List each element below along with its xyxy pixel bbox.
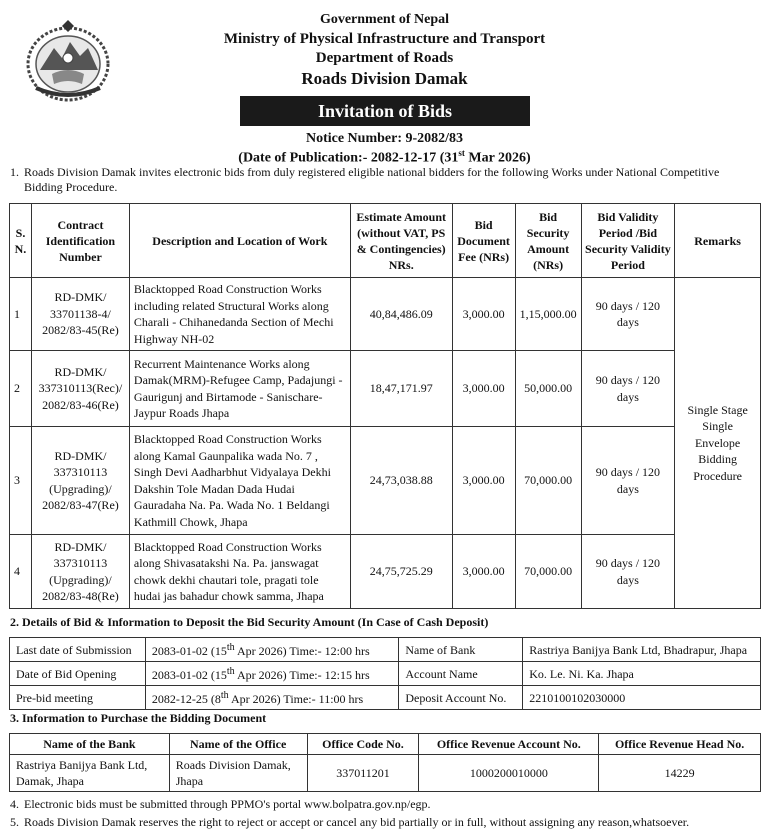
ministry-title: Ministry of Physical Infrastructure and Transport <box>223 31 546 47</box>
table-row <box>10 351 761 427</box>
row-security: 50,000.00 <box>515 351 581 427</box>
col-header-estimate: Estimate Amount (without VAT, PS & Contingencies) NRs. <box>350 204 452 278</box>
purchase-office: Roads Division Damak, Jhapa <box>169 755 307 792</box>
remarks-cell: Single Stage Single Envelope Bidding Procedure <box>675 278 761 609</box>
table-row <box>10 535 761 609</box>
division-title: Roads Division Damak <box>301 69 468 88</box>
row-security: 70,000.00 <box>515 427 581 535</box>
row-description: Recurrent Maintenance Works along Damak(MRM)-Refugee Camp, Padajungi - Gaurigunj and Birtamode - Sanischare-Jaypur Roads Jhapa <box>129 351 350 427</box>
purchase-head: 14229 <box>599 755 761 792</box>
note-4-text: Electronic bids must be submitted through PPMO's portal www.bolpatra.gov.np/egp. <box>24 797 431 811</box>
table-row <box>10 278 761 351</box>
row-estimate: 40,84,486.09 <box>350 278 452 351</box>
invitation-banner: Invitation of Bids <box>240 96 530 126</box>
government-title: Government of Nepal <box>319 12 450 27</box>
row-validity: 90 days / 120 days <box>581 351 675 427</box>
bank-label: Account Name <box>399 662 523 686</box>
row-fee: 3,000.00 <box>452 427 515 535</box>
note-5: 5. Roads Division Damak reserves the right to reject or accept or cancel any bid partially or in full, without assigning any reason,whatsoever. <box>10 815 690 829</box>
purchase-code: 337011201 <box>307 755 419 792</box>
row-estimate: 24,73,038.88 <box>350 427 452 535</box>
col-header-security: Bid Security Amount (NRs) <box>515 204 581 278</box>
note-4: 4. Electronic bids must be submitted through PPMO's portal www.bolpatra.gov.np/egp. <box>10 797 431 811</box>
bid-details-table <box>9 637 761 710</box>
section2-title: 2. Details of Bid & Information to Deposit the Bid Security Amount (In Case of Cash Deposit) <box>10 615 489 629</box>
row-description: Blacktopped Road Construction Works including related Structural Works along Charali - Chihanedanda Section of Mechi Highway NH-02 <box>129 278 350 351</box>
department-title: Department of Roads <box>315 50 454 66</box>
pub-date-suffix: Mar 2026) <box>464 150 531 166</box>
purchase-account: 1000200010000 <box>419 755 599 792</box>
works-table <box>9 203 761 609</box>
col-header-description: Description and Location of Work <box>129 204 350 278</box>
row-security: 70,000.00 <box>515 535 581 609</box>
bank-label: Name of Bank <box>399 638 523 662</box>
col-header-contract: Contract Identification Number <box>31 204 129 278</box>
purchase-bank: Rastriya Banijya Bank Ltd, Damak, Jhapa <box>10 755 170 792</box>
publication-date <box>0 148 769 167</box>
pub-date-text: (Date of Publication:- 2082-12-17 (31 <box>238 150 459 166</box>
bank-value: Rastriya Banijya Bank Ltd, Bhadrapur, Jhapa <box>523 638 761 662</box>
table-row <box>10 755 761 792</box>
purchase-header-row <box>10 734 761 755</box>
purchase-info-table <box>9 733 761 792</box>
table-row <box>10 638 761 662</box>
col-header-bank: Name of the Bank <box>10 734 170 755</box>
col-header-code: Office Code No. <box>307 734 419 755</box>
row-description: Blacktopped Road Construction Works along Kamal Gaunpalika wada No. 7 , Singh Devi Aadharbhut Vidyalaya Dekhi Dakshin Tole Madan Dada Hudai Gauradaha Na. Pa. Wada No. 1 Beldangi Kathmill Chowk, Jhapa <box>129 427 350 535</box>
col-header-sn: S. N. <box>10 204 32 278</box>
table-row <box>10 686 761 710</box>
bid-label: Date of Bid Opening <box>10 662 146 686</box>
bid-label: Pre-bid meeting <box>10 686 146 710</box>
col-header-head: Office Revenue Head No. <box>599 734 761 755</box>
col-header-fee: Bid Document Fee (NRs) <box>452 204 515 278</box>
table-row <box>10 427 761 535</box>
bank-label: Deposit Account No. <box>399 686 523 710</box>
bid-value: 2083-01-02 (15th Apr 2026) Time:- 12:00 hrs <box>145 638 399 662</box>
row-contract-id: RD-DMK/ 33701138-4/ 2082/83-45(Re) <box>31 278 129 351</box>
bank-value: 2210100102030000 <box>523 686 761 710</box>
row-fee: 3,000.00 <box>452 278 515 351</box>
row-validity: 90 days / 120 days <box>581 535 675 609</box>
row-estimate: 18,47,171.97 <box>350 351 452 427</box>
row-fee: 3,000.00 <box>452 535 515 609</box>
col-header-office: Name of the Office <box>169 734 307 755</box>
row-sn: 1 <box>10 278 32 351</box>
row-contract-id: RD-DMK/ 337310113(Rec)/ 2082/83-46(Re) <box>31 351 129 427</box>
intro-paragraph <box>10 165 758 195</box>
row-contract-id: RD-DMK/ 337310113 (Upgrading)/ 2082/83-48(Re) <box>31 535 129 609</box>
pub-date-sup: st <box>458 148 465 158</box>
col-header-account: Office Revenue Account No. <box>419 734 599 755</box>
bank-value: Ko. Le. Ni. Ka. Jhapa <box>523 662 761 686</box>
row-contract-id: RD-DMK/ 337310113 (Upgrading)/ 2082/83-47(Re) <box>31 427 129 535</box>
row-description: Blacktopped Road Construction Works along Shivasatakshi Na. Pa. janswagat chowk dekhi chautari tole, pragati tole hudai jas bahadur chowk samma, Jhapa <box>129 535 350 609</box>
bid-label: Last date of Submission <box>10 638 146 662</box>
section3-title: 3. Information to Purchase the Bidding Document <box>10 711 267 725</box>
table-row <box>10 662 761 686</box>
works-header-row <box>10 204 761 278</box>
intro-text: Roads Division Damak invites electronic bids from duly registered eligible national bidders for the following Works under National Competitive Bidding Procedure. <box>24 165 720 194</box>
intro-num: 1. <box>10 165 19 179</box>
row-security: 1,15,000.00 <box>515 278 581 351</box>
note-5-text: Roads Division Damak reserves the right to reject or accept or cancel any bid partially or in full, without assigning any reason,whatsoever. <box>24 815 690 829</box>
bid-value: 2083-01-02 (15th Apr 2026) Time:- 12:15 hrs <box>145 662 399 686</box>
row-sn: 3 <box>10 427 32 535</box>
bid-value: 2082-12-25 (8th Apr 2026) Time:- 11:00 hrs <box>145 686 399 710</box>
row-sn: 2 <box>10 351 32 427</box>
row-fee: 3,000.00 <box>452 351 515 427</box>
row-estimate: 24,75,725.29 <box>350 535 452 609</box>
row-validity: 90 days / 120 days <box>581 278 675 351</box>
row-validity: 90 days / 120 days <box>581 427 675 535</box>
row-sn: 4 <box>10 535 32 609</box>
col-header-validity: Bid Validity Period /Bid Security Validity Period <box>581 204 675 278</box>
notice-number: Notice Number: 9-2082/83 <box>305 131 464 146</box>
col-header-remarks: Remarks <box>675 204 761 278</box>
